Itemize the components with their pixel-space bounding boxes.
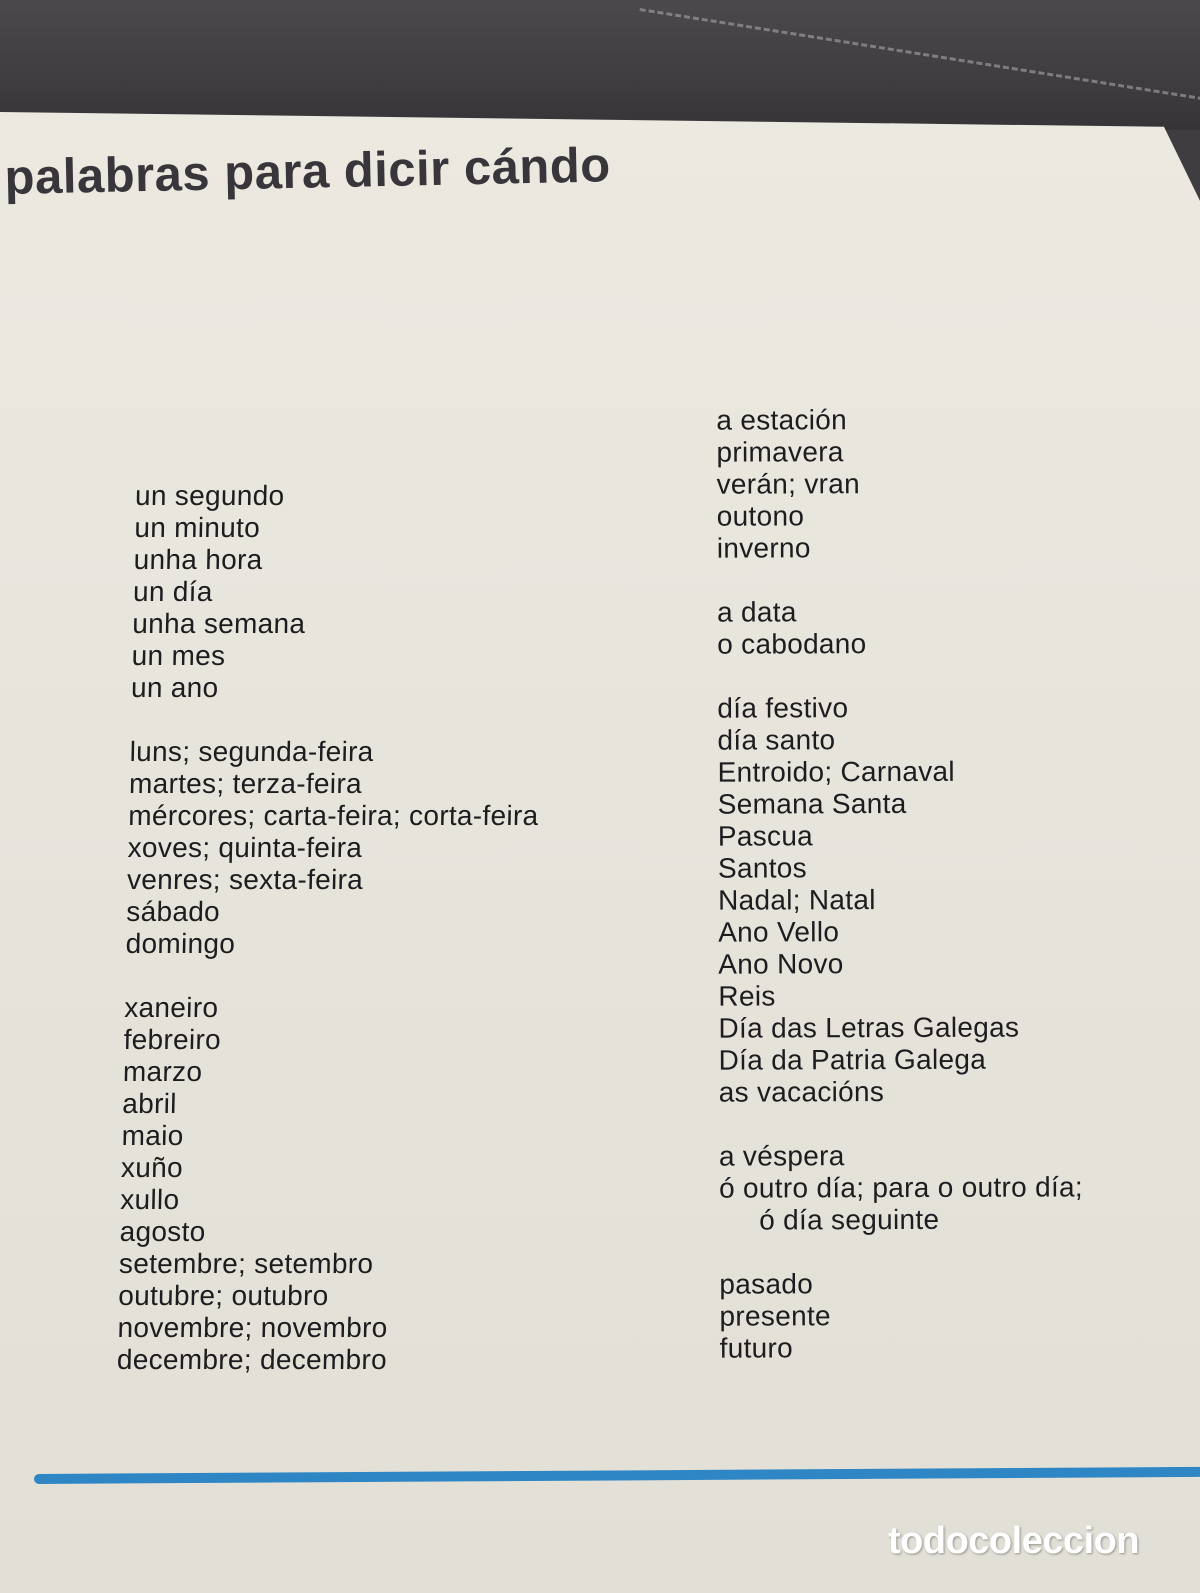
list-item: un mes [131,640,226,671]
list-item: luns; segunda-feira [129,736,374,767]
list-item: presente [719,1300,831,1332]
list-item: Ano Novo [718,948,844,980]
list-item: sábado [126,896,221,927]
list-item: primavera [716,436,844,468]
list-item: día festivo [717,692,849,724]
list-item: ó outro día; para o outro día; [719,1171,1084,1204]
list-spacer [719,1107,1083,1140]
list-item: Entroido; Carnaval [717,755,955,788]
list-item: verán; vran [716,468,861,500]
list-spacer [130,704,541,736]
list-item: maio [121,1120,184,1151]
left-word-list [117,480,546,1376]
list-item: febreiro [123,1024,222,1055]
list-item: futuro [719,1332,794,1364]
list-item: o cabodano [717,628,867,660]
list-item: outubre; outubro [117,1280,329,1311]
list-item: Nadal; Natal [718,884,876,916]
list-item: novembre; novembro [117,1312,388,1343]
book-cover [0,0,1200,130]
list-item: martes; terza-feira [128,768,363,799]
list-item: outono [716,500,805,532]
list-item: unha hora [133,544,263,575]
list-item: a véspera [718,1140,845,1172]
list-item: Día da Patria Galega [718,1043,987,1076]
list-item: xullo [119,1184,180,1215]
page-title: palabras para dicir cándo [4,138,612,205]
list-item: Pascua [717,820,814,852]
list-item: unha semana [132,608,306,639]
list-item: venres; sexta-feira [126,864,364,895]
list-item: Día das Letras Galegas [718,1011,1020,1044]
list-item: setembre; setembro [118,1248,374,1279]
list-spacer [719,1235,1083,1268]
list-item: un segundo [134,480,285,511]
right-word-list [716,403,1083,1364]
list-item: xuño [120,1152,184,1183]
list-item: inverno [716,532,811,564]
list-item: un minuto [134,512,261,543]
list-spacer [125,960,536,992]
list-item: a data [716,596,797,628]
list-item: día santo [717,724,836,756]
list-item: un día [132,576,214,607]
list-item: marzo [122,1056,203,1087]
list-item: a estación [716,404,848,436]
list-item: Santos [717,852,807,884]
list-spacer [717,659,1081,692]
list-item: as vacacións [718,1076,885,1108]
list-item: xaneiro [124,992,219,1023]
watermark-logo: todocoleccion [888,1520,1140,1562]
list-item: ó día seguinte [759,1203,940,1236]
list-item: domingo [125,928,236,959]
list-item: Ano Vello [718,916,840,948]
list-item: xoves; quinta-feira [127,832,363,863]
list-item: un ano [130,672,219,703]
list-item: decembre; decembro [116,1344,388,1375]
list-item: Semana Santa [717,787,907,820]
list-item: Reis [718,980,776,1012]
list-spacer [717,563,1081,596]
cover-stitching [640,8,1200,102]
list-item: agosto [119,1216,206,1247]
list-item: pasado [719,1268,814,1300]
list-item: abril [121,1088,178,1119]
list-item: mércores; carta-feira; corta-feira [128,800,539,831]
